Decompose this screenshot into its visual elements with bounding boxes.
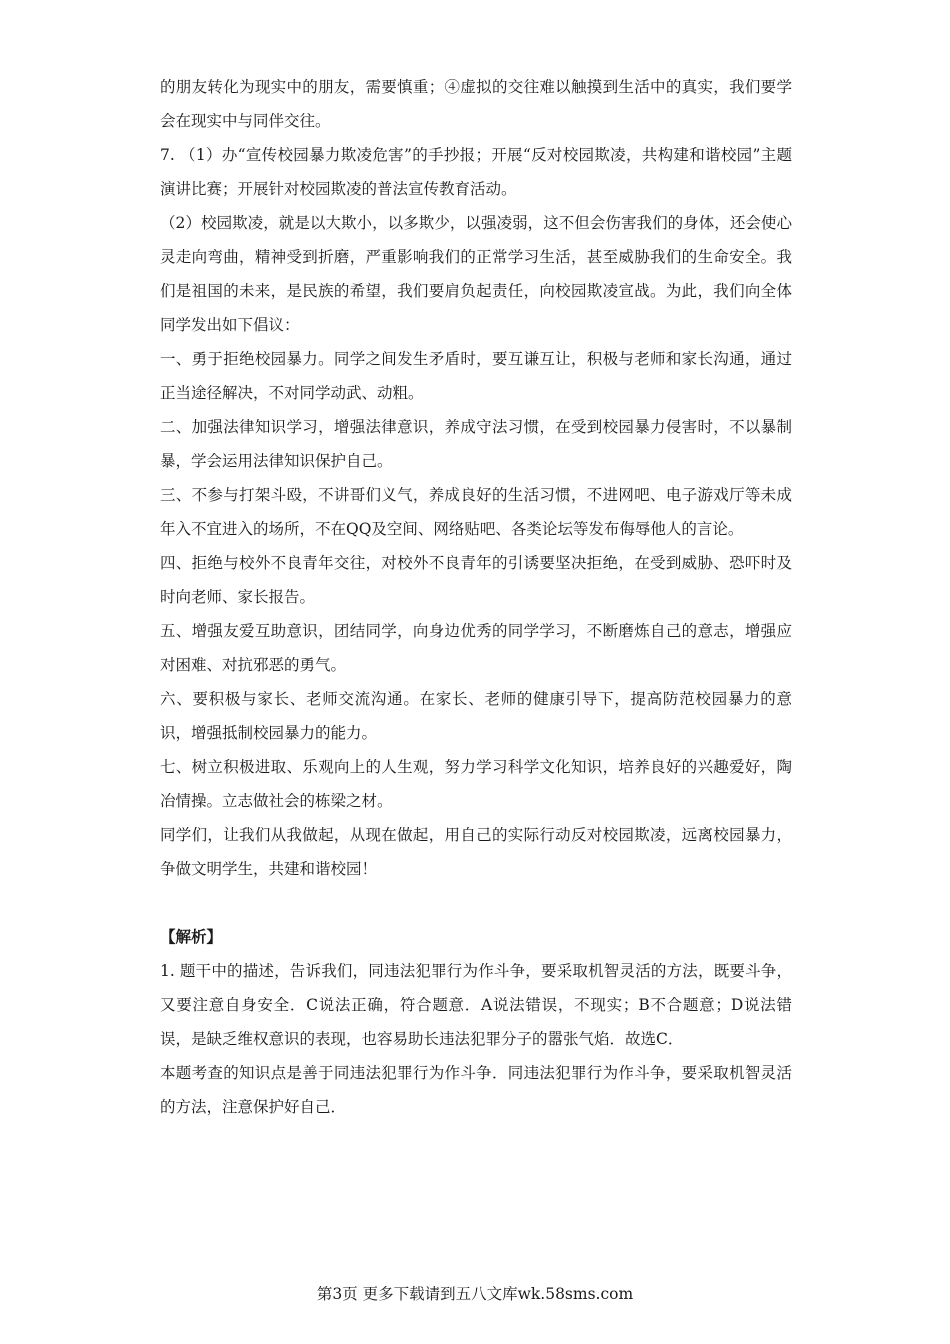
proposal-item-7: 七、树立积极进取、乐观向上的人生观，努力学习科学文化知识，培养良好的兴趣爱好，陶冶情操。立志做社会的栋梁之材。 xyxy=(160,758,792,810)
analysis-heading: 【解析】 xyxy=(160,927,223,946)
answer-7-part-2: （2）校园欺凌，就是以大欺小，以多欺少，以强凌弱，这不但会伤害我们的身体，还会使心灵走向弯曲，精神受到折磨，严重影响我们的正常学习生活，甚至威胁我们的生命安全。我们是祖国的未来，是民族的希望，我们要肩负起责任，向校园欺凌宣战。为此，我们向全体同学发出如下倡议： xyxy=(160,214,792,334)
proposal-item-6: 六、要积极与家长、老师交流沟通。在家长、老师的健康引导下，提高防范校园暴力的意识，增强抵制校园暴力的能力。 xyxy=(160,690,792,742)
analysis-paragraph: 1. 题干中的描述，告诉我们，同违法犯罪行为作斗争，要采取机智灵活的方法，既要斗争，又要注意自身安全．C说法正确，符合题意．A说法错误，不现实；B不合题意；D说法错误，是缺乏维权意识的表现，也容易助长违法犯罪分子的嚣张气焰．故选C． xyxy=(160,962,792,1048)
paragraph: 的朋友转化为现实中的朋友，需要慎重；④虚拟的交往难以触摸到生活中的真实，我们要学会在现实中与同伴交往。 xyxy=(160,78,792,130)
section-spacer xyxy=(160,886,792,920)
proposal-item-4: 四、拒绝与校外不良青年交往，对校外不良青年的引诱要坚决拒绝，在受到威胁、恐吓时及时向老师、家长报告。 xyxy=(160,554,792,606)
document-body xyxy=(160,70,792,1124)
page-footer: 第3页 更多下载请到五八文库wk.58sms.com xyxy=(316,1285,634,1303)
proposal-item-5: 五、增强友爱互助意识，团结同学，向身边优秀的同学学习，不断磨炼自己的意志，增强应对困难、对抗邪恶的勇气。 xyxy=(160,622,792,674)
proposal-item-2: 二、加强法律知识学习，增强法律意识，养成守法习惯，在受到校园暴力侵害时，不以暴制暴，学会运用法律知识保护自己。 xyxy=(160,418,792,470)
closing-paragraph: 同学们，让我们从我做起，从现在做起，用自己的实际行动反对校园欺凌，远离校园暴力，争做文明学生，共建和谐校园！ xyxy=(160,826,792,878)
proposal-item-3: 三、不参与打架斗殴，不讲哥们义气，养成良好的生活习惯，不进网吧、电子游戏厅等未成年入不宜进入的场所，不在QQ及空间、网络贴吧、各类论坛等发布侮辱他人的言论。 xyxy=(160,486,792,538)
answer-7-part-1: 7. （1）办“宣传校园暴力欺凌危害”的手抄报；开展“反对校园欺凌，共构建和谐校园”主题演讲比赛；开展针对校园欺凌的普法宣传教育活动。 xyxy=(160,146,792,198)
analysis-summary: 本题考查的知识点是善于同违法犯罪行为作斗争．同违法犯罪行为作斗争，要采取机智灵活的方法，注意保护好自己． xyxy=(160,1064,792,1116)
proposal-item-1: 一、勇于拒绝校园暴力。同学之间发生矛盾时，要互谦互让，积极与老师和家长沟通，通过正当途径解决，不对同学动武、动粗。 xyxy=(160,350,792,402)
